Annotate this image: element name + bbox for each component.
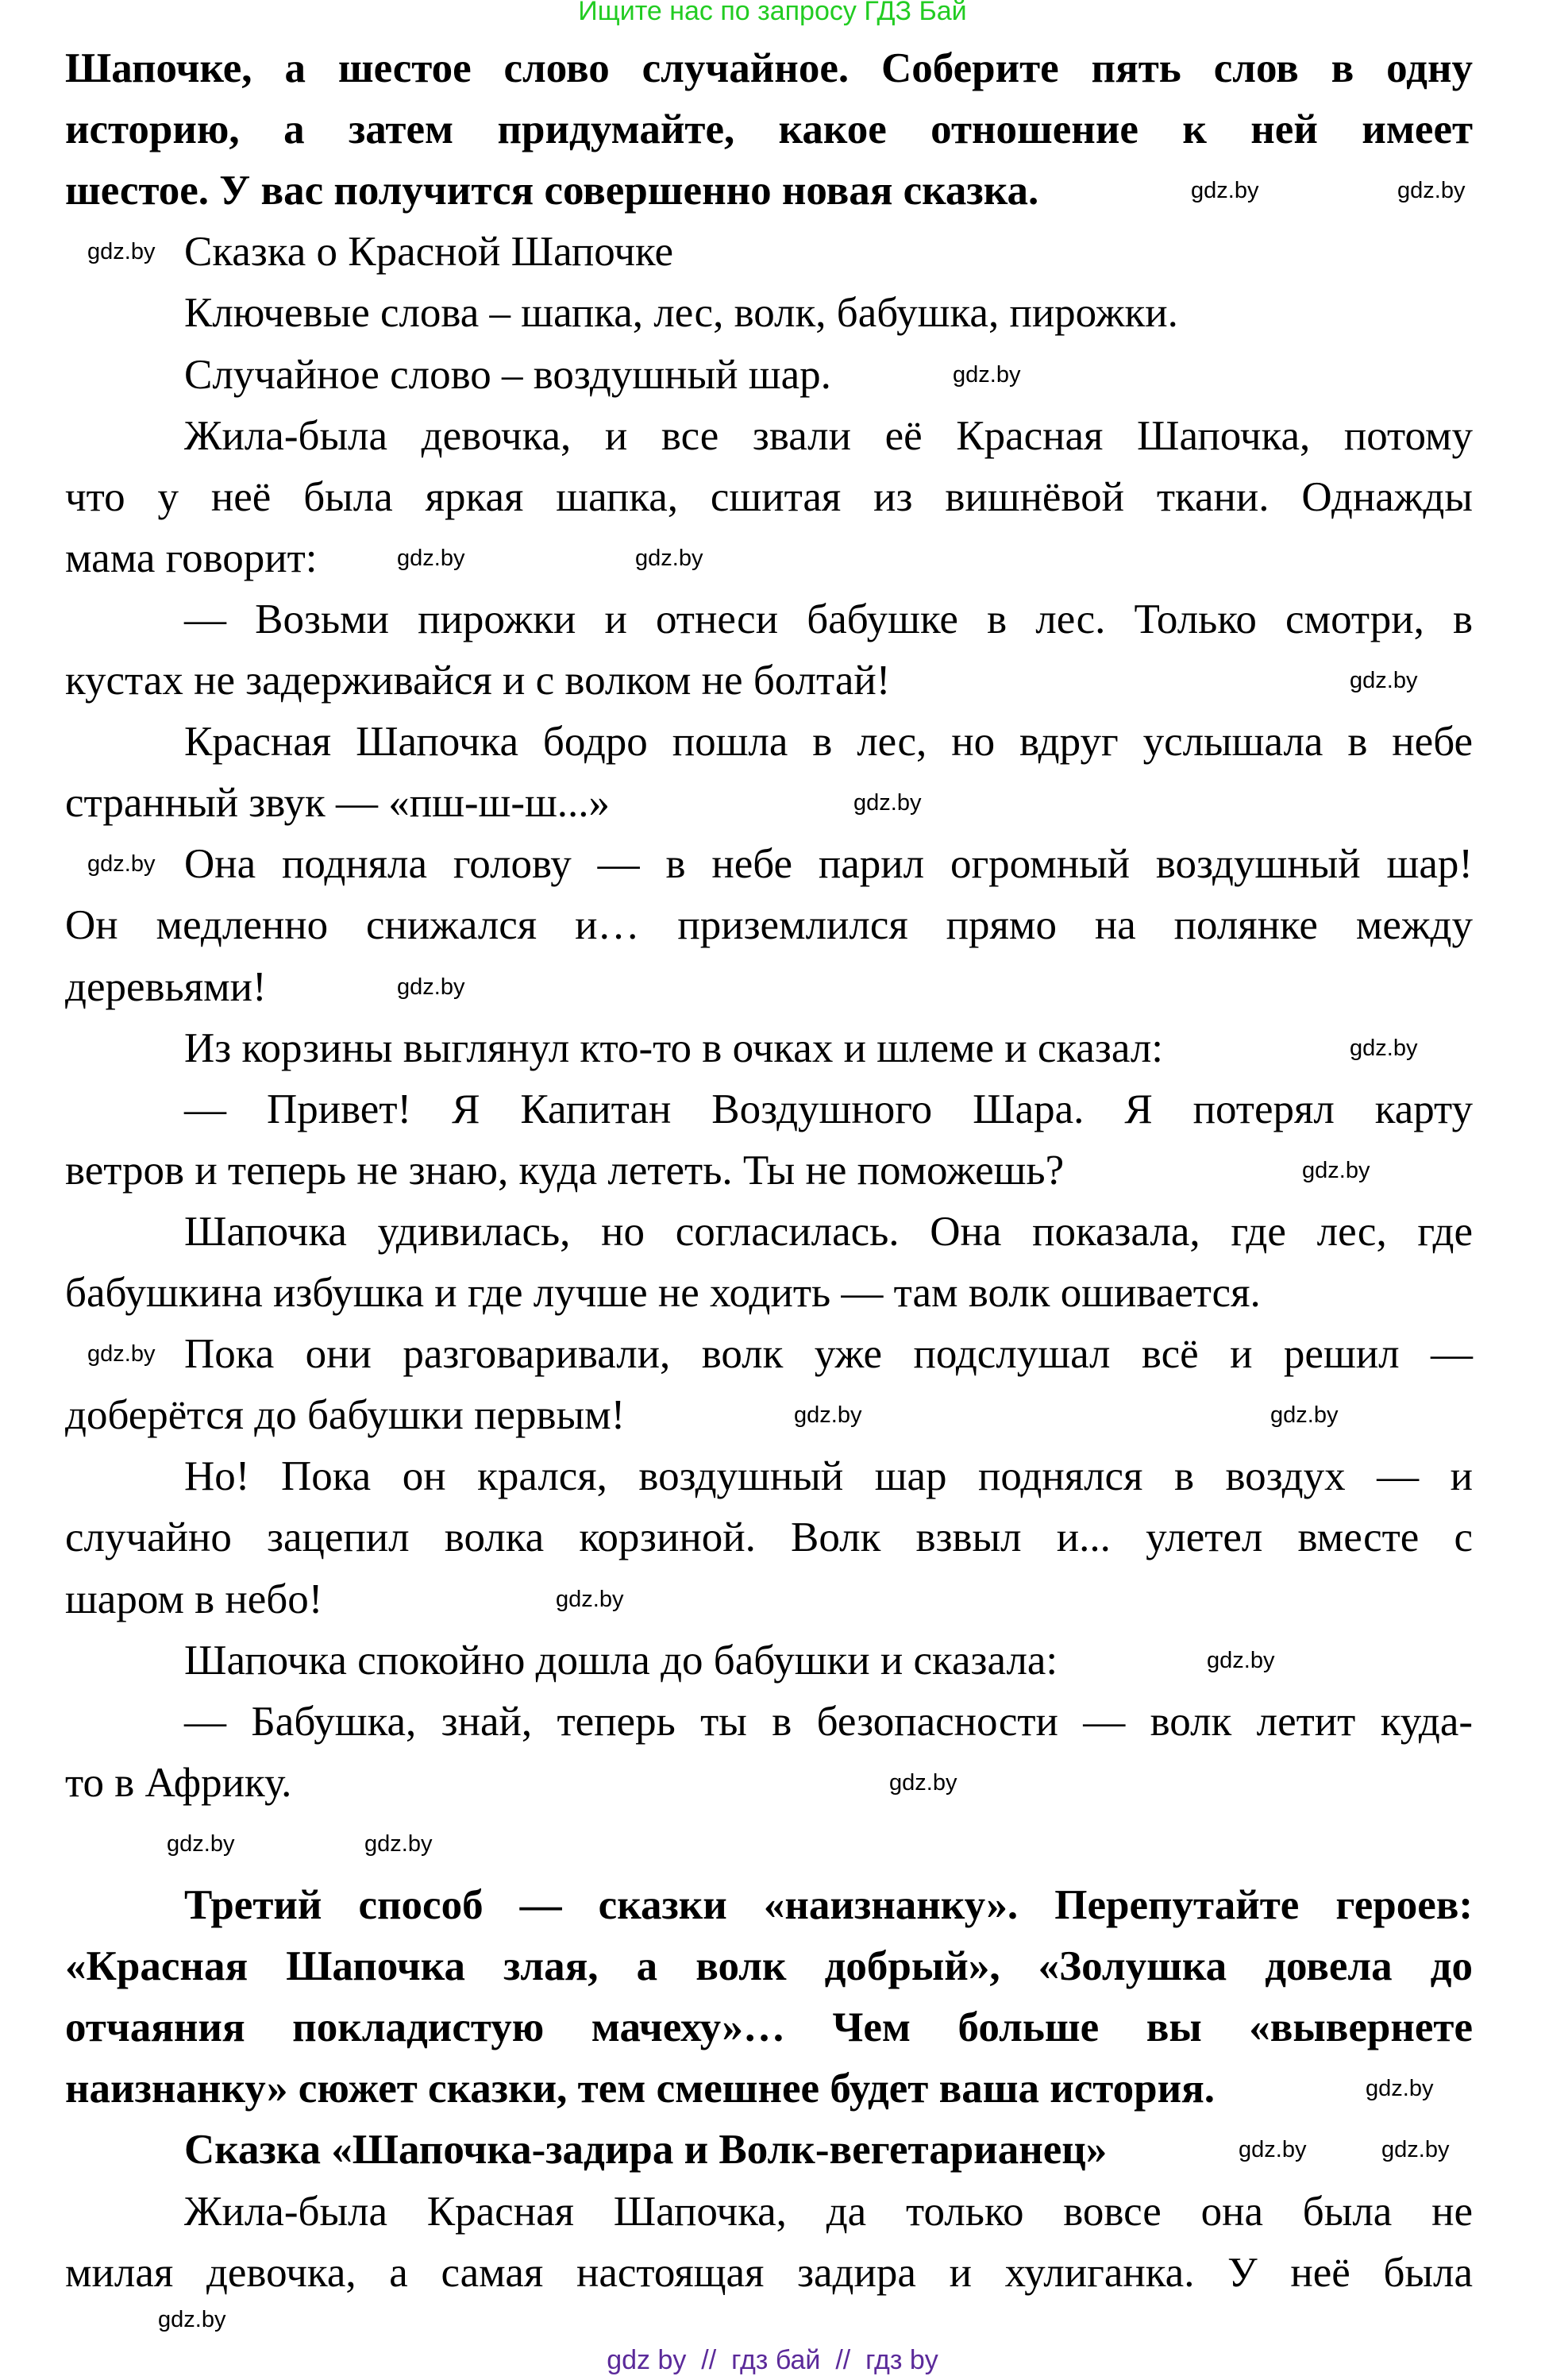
text-line: — Бабушка, знай, теперь ты в безопасности — волк летит куда- bbox=[184, 1698, 1473, 1745]
watermark: gdz.by bbox=[87, 851, 156, 878]
text-line: кустах не задерживайся и с волком не болтай! bbox=[65, 658, 891, 704]
text-line: «Красная Шапочка злая, а волк добрый», «Золушка довела до bbox=[65, 1943, 1473, 1990]
watermark: gdz.by bbox=[635, 545, 703, 571]
text-line: Пока они разговаривали, волк уже подслушал всё и решил — bbox=[184, 1331, 1473, 1378]
watermark: gdz.by bbox=[158, 2306, 226, 2332]
text-line: наизнанку» сюжет сказки, тем смешнее будет ваша история. bbox=[65, 2066, 1216, 2112]
text-line: бабушкина избушка и где лучше не ходить — там волк ошивается. bbox=[65, 1270, 1261, 1316]
watermark: gdz.by bbox=[397, 545, 465, 571]
text-line: странный звук — «пш-ш-ш...» bbox=[65, 780, 611, 827]
search-hint-banner: Ищите нас по запросу ГДЗ Бай bbox=[578, 0, 967, 26]
watermark: gdz.by bbox=[953, 361, 1021, 388]
text-line: историю, а затем придумайте, какое отношение к ней имеет bbox=[65, 106, 1473, 153]
text-line: отчаяния покладистую мачеху»… Чем больше вы «вывернете bbox=[65, 2004, 1473, 2051]
text-line: Шапочка удивилась, но согласилась. Она показала, где лес, где bbox=[184, 1208, 1473, 1255]
text-line: Красная Шапочка бодро пошла в лес, но вдруг услышала в небе bbox=[184, 719, 1473, 766]
text-line: Но! Пока он крался, воздушный шар поднялся в воздух — и bbox=[184, 1453, 1473, 1500]
text-line: шаром в небо! bbox=[65, 1576, 323, 1622]
text-line: мама говорит: bbox=[65, 534, 318, 581]
watermark: gdz.by bbox=[1350, 668, 1418, 693]
footer-links[interactable]: gdz by // гдз бай // гдз by bbox=[607, 2345, 938, 2375]
text-line: Сказка о Красной Шапочке bbox=[184, 229, 673, 276]
watermark: gdz.by bbox=[1381, 2137, 1450, 2163]
text-line: Она подняла голову — в небе парил огромный воздушный шар! bbox=[184, 841, 1473, 888]
text-line: Шапочка спокойно дошла до бабушки и сказала: bbox=[184, 1637, 1058, 1684]
watermark: gdz.by bbox=[397, 974, 465, 1000]
watermark: gdz.by bbox=[87, 239, 156, 265]
text-line: Сказка «Шапочка-задира и Волк-вегетарианец» bbox=[184, 2127, 1108, 2174]
watermark: gdz.by bbox=[87, 1341, 156, 1367]
text-line: Из корзины выглянул кто-то в очках и шлеме и сказал: bbox=[184, 1024, 1164, 1071]
text-line: Шапочке, а шестое слово случайное. Соберите пять слов в одну bbox=[65, 45, 1473, 91]
text-line: Он медленно снижался и… приземлился прямо на полянке между bbox=[65, 902, 1473, 949]
watermark: gdz.by bbox=[364, 1830, 433, 1857]
watermark: gdz.by bbox=[889, 1769, 957, 1796]
watermark: gdz.by bbox=[1366, 2076, 1434, 2102]
watermark: gdz.by bbox=[1302, 1157, 1370, 1183]
watermark: gdz.by bbox=[1239, 2137, 1307, 2163]
watermark: gdz.by bbox=[853, 790, 922, 816]
text-line: — Возьми пирожки и отнеси бабушке в лес. Только смотри, в bbox=[184, 596, 1473, 642]
text-line: деревьями! bbox=[65, 963, 267, 1010]
text-line: Жила-была Красная Шапочка, да только вовсе она была не bbox=[184, 2188, 1473, 2235]
watermark: gdz.by bbox=[167, 1830, 235, 1857]
text-line: — Привет! Я Капитан Воздушного Шара. Я потерял карту bbox=[184, 1086, 1473, 1132]
watermark: gdz.by bbox=[794, 1402, 862, 1429]
watermark: gdz.by bbox=[1350, 1035, 1418, 1061]
text-line: шестое. У вас получится совершенно новая сказка. bbox=[65, 168, 1039, 214]
text-line: ветров и теперь не знаю, куда лететь. Ты не поможешь? bbox=[65, 1147, 1065, 1194]
watermark: gdz.by bbox=[1191, 178, 1259, 204]
text-line: Жила-была девочка, и все звали её Красная Шапочка, потому bbox=[184, 412, 1473, 459]
watermark: gdz.by bbox=[1270, 1402, 1339, 1429]
text-line: что у неё была яркая шапка, сшитая из вишнёвой ткани. Однажды bbox=[65, 473, 1473, 520]
watermark: gdz.by bbox=[1207, 1647, 1275, 1673]
text-line: Третий способ — сказки «наизнанку». Перепутайте героев: bbox=[184, 1882, 1473, 1928]
text-line: Ключевые слова – шапка, лес, волк, бабушка, пирожки. bbox=[184, 290, 1178, 337]
text-line: то в Африку. bbox=[65, 1759, 292, 1806]
watermark: gdz.by bbox=[1397, 178, 1466, 204]
text-line: Случайное слово – воздушный шар. bbox=[184, 351, 831, 398]
watermark: gdz.by bbox=[556, 1586, 624, 1612]
text-line: милая девочка, а самая настоящая задира и хулиганка. У неё была bbox=[65, 2249, 1473, 2296]
text-line: доберётся до бабушки первым! bbox=[65, 1392, 626, 1439]
text-line: случайно зацепил волка корзиной. Волк взвыл и... улетел вместе с bbox=[65, 1514, 1473, 1561]
